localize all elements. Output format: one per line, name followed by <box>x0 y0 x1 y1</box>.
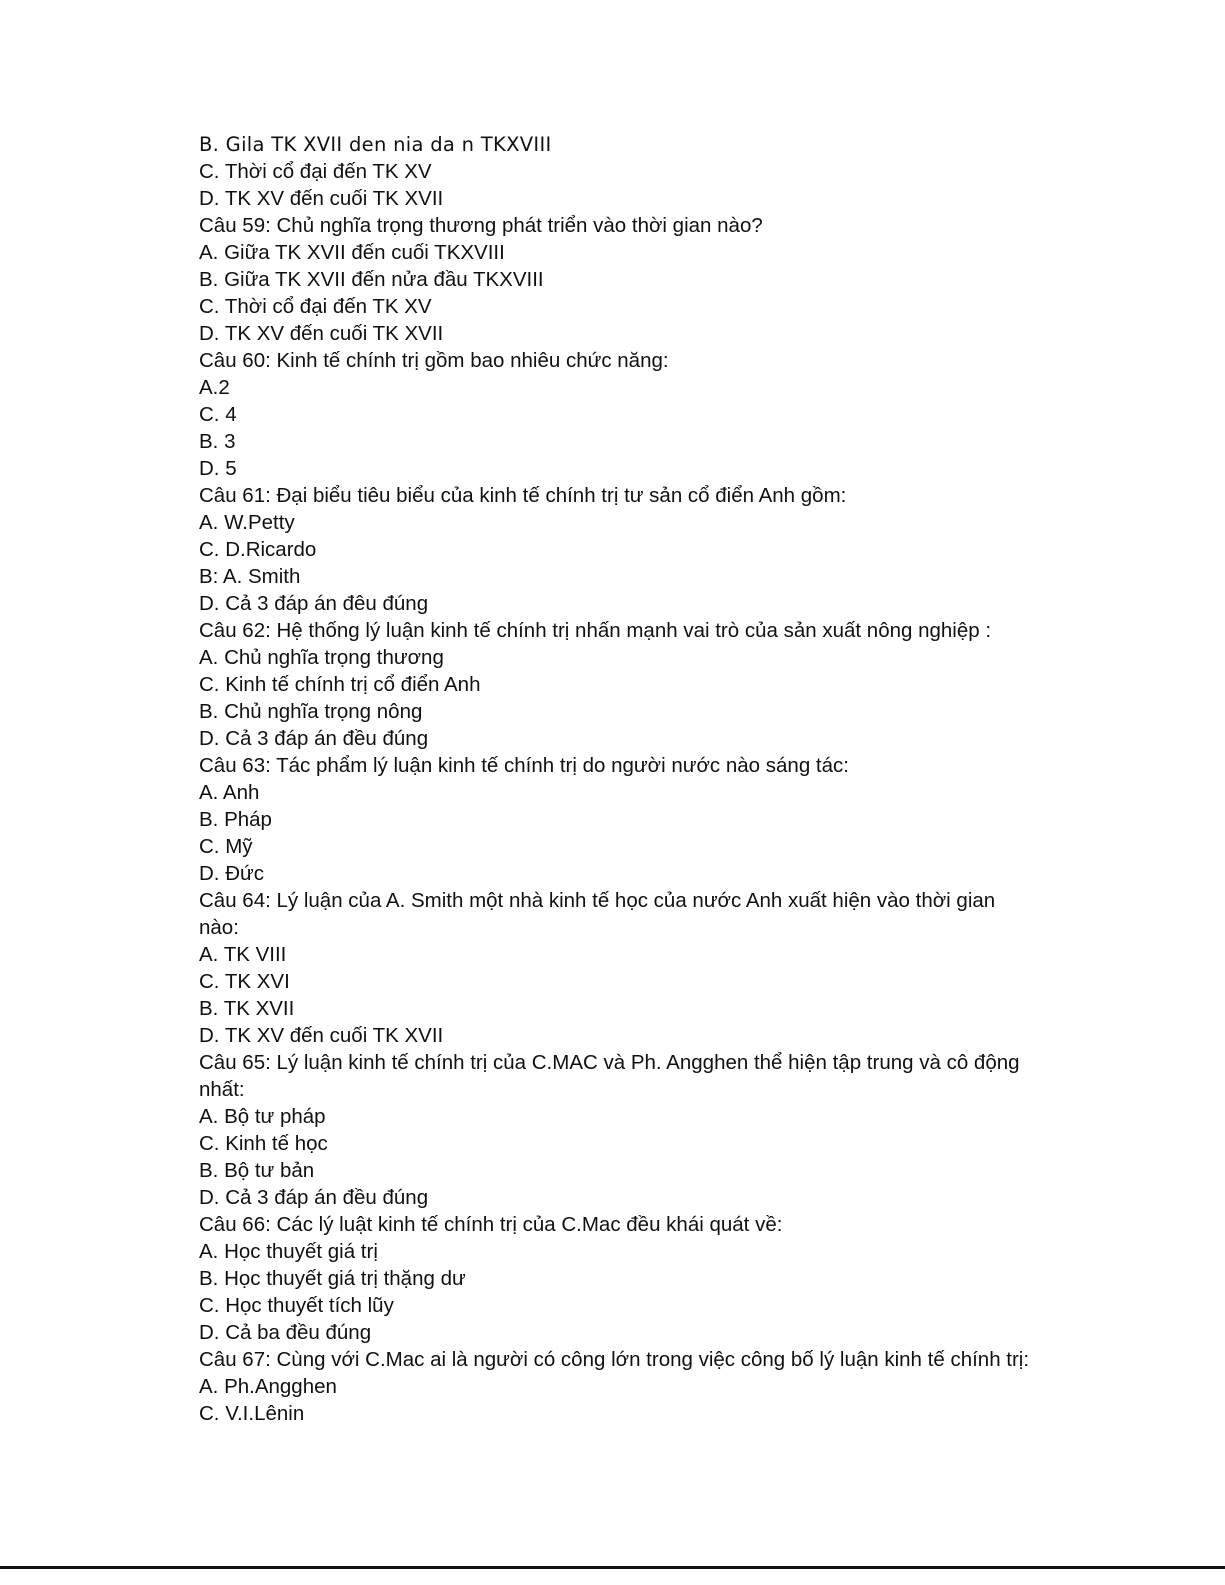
text-line: D. TK XV đến cuối TK XVII <box>199 187 444 210</box>
answer-option: B: A. Smith <box>199 565 301 588</box>
answer-option: B. 3 <box>199 430 236 453</box>
answer-option: D. TK XV đến cuối TK XVII <box>199 1024 444 1047</box>
answer-option: C. 4 <box>199 403 237 426</box>
answer-option: D. TK XV đến cuối TK XVII <box>199 322 444 345</box>
answer-option: A. Giữa TK XVII đến cuối TKXVIII <box>199 241 505 264</box>
answer-option: C. Kinh tế học <box>199 1132 328 1155</box>
question-line: Câu 63: Tác phẩm lý luận kinh tế chính trị do người nước nào sáng tác: <box>199 754 849 777</box>
answer-option: D. Cả 3 đáp án đều đúng <box>199 727 429 750</box>
question-line-continued: nhất: <box>199 1078 245 1101</box>
question-line: Câu 59: Chủ nghĩa trọng thương phát triển vào thời gian nào? <box>199 214 763 237</box>
answer-option: C. D.Ricardo <box>199 538 317 561</box>
question-line: Câu 62: Hệ thống lý luận kinh tế chính trị nhấn mạnh vai trò của sản xuất nông nghiệp : <box>199 619 992 642</box>
question-line: Câu 60: Kinh tế chính trị gồm bao nhiêu chức năng: <box>199 349 669 372</box>
answer-option: B. TK XVII <box>199 997 295 1020</box>
answer-option: D. Cả 3 đáp án đều đúng <box>199 1186 429 1209</box>
question-line: Câu 67: Cùng với C.Mac ai là người có công lớn trong việc công bố lý luận kinh tế chính trị: <box>199 1348 1030 1371</box>
answer-option: A.2 <box>199 376 230 399</box>
answer-option: C. V.I.Lênin <box>199 1402 305 1425</box>
answer-option: A. Ph.Angghen <box>199 1375 337 1398</box>
question-line: Câu 64: Lý luận của A. Smith một nhà kinh tế học của nước Anh xuất hiện vào thời gian <box>199 889 996 912</box>
answer-option: D. Cả 3 đáp án đêu đúng <box>199 592 429 615</box>
answer-option: C. Thời cổ đại đến TK XV <box>199 295 432 318</box>
answer-option: A. Bộ tư pháp <box>199 1105 326 1128</box>
answer-option: A. TK VIII <box>199 943 287 966</box>
text-line: B. Gila TK XVII den nia da ո TKXVIII <box>199 133 552 156</box>
answer-option: A. Học thuyết giá trị <box>199 1240 378 1263</box>
answer-option: B. Học thuyết giá trị thặng dư <box>199 1267 466 1290</box>
answer-option: D. Cả ba đều đúng <box>199 1321 372 1344</box>
text-line: C. Thời cổ đại đến TK XV <box>199 160 432 183</box>
question-line-continued: nào: <box>199 916 239 939</box>
answer-option: B. Giữa TK XVII đến nửa đầu TKXVIII <box>199 268 544 291</box>
answer-option: B. Pháp <box>199 808 272 831</box>
answer-option: C. TK XVI <box>199 970 290 993</box>
document-body <box>199 131 1039 1427</box>
answer-option: A. Anh <box>199 781 260 804</box>
answer-option: C. Mỹ <box>199 835 253 858</box>
answer-option: D. Đức <box>199 862 264 885</box>
answer-option: B. Chủ nghĩa trọng nông <box>199 700 423 723</box>
answer-option: B. Bộ tư bản <box>199 1159 315 1182</box>
answer-option: C. Học thuyết tích lũy <box>199 1294 394 1317</box>
question-line: Câu 61: Đại biểu tiêu biểu của kinh tế chính trị tư sản cổ điển Anh gồm: <box>199 484 847 507</box>
answer-option: C. Kinh tế chính trị cổ điển Anh <box>199 673 481 696</box>
answer-option: D. 5 <box>199 457 237 480</box>
answer-option: A. Chủ nghĩa trọng thương <box>199 646 444 669</box>
question-line: Câu 66: Các lý luật kinh tế chính trị của C.Mac đều khái quát về: <box>199 1213 783 1236</box>
question-line: Câu 65: Lý luận kinh tế chính trị của C.MAC và Ph. Angghen thể hiện tập trung và cô động <box>199 1051 1020 1074</box>
answer-option: A. W.Petty <box>199 511 295 534</box>
page-bottom-divider <box>0 1566 1225 1569</box>
